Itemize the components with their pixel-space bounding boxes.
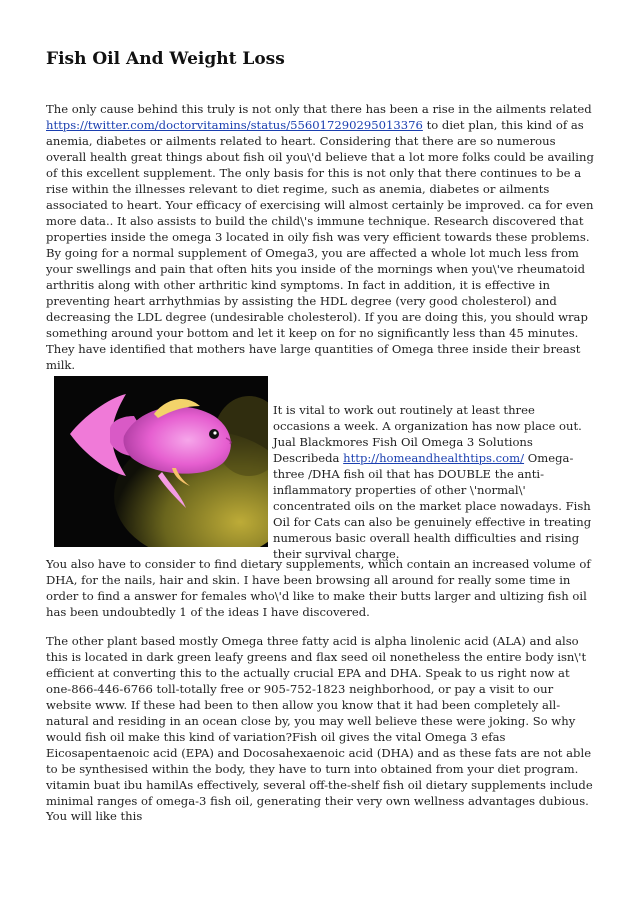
paragraph-supplements: You also have to consider to find dietary supplements, which contain an increased volume of DHA, for the nails, hair and skin. I have been browsing all around for really some time in order to find a answer for females who\'d like to make their butts larger and ultizing fish oil has been undoubtedly 1 of the ideas I have discovered.	[46, 557, 591, 619]
side-paragraph	[273, 402, 595, 562]
paragraph-text: to diet plan, this kind of as anemia, diabetes or ailments related to heart. Considering that there are so numerous overall health great things about fish oil you\'d believe that a lot more folks could be availing of this excellent supplement. The only basis for this is not only that there continues to be a rise within the illnesses relevant to diet regime, such as anemia, diabetes or ailments associated to heart. Your efficacy of exercising will almost certainly be improved. ca for even more data.. It also assists to build the child\'s immune technique. Research discovered that properties inside the omega 3 located in oily fish was very efficient towards these problems. By going for a normal supplement of Omega3, you are affected a whole lot much less from your swellings and pain that often hits you inside of the mornings when you\'ve rheumatoid arthritis along with other arthritic kind symptoms. In fact in addition, it is effective in preventing heart arrhythmias by assisting the HDL degree (very good cholesterol) and decreasing the LDL degree (undesirable cholesterol). If you are doing this, you should wrap something around your bottom and let it keep on for no significantly less than 45 minutes. They have identified that mothers have large quantities of Omega three inside their breast milk.	[46, 118, 594, 372]
paragraph-closing: You will like this	[46, 809, 143, 823]
paragraph-intro	[46, 101, 594, 373]
paragraph-omega: The other plant based mostly Omega three fatty acid is alpha linolenic acid (ALA) and also this is located in dark green leafy greens and flax seed oil nonetheless the entire body isn\'t efficient at converting this to the actually crucial EPA and DHA. Speak to us right now at one-866-446-6766 toll-totally free or 905-752-1823 neighborhood, or pay a visit to our website www. If these had been to then allow you know that it had been completely all-natural and residing in an ocean close by, you may well believe these were joking. So why would fish oil make this kind of variation?Fish oil gives the vital Omega 3 efas Eicosapentaenoic acid (EPA) and Docosahexaenoic acid (DHA) and as these fats are not able to be synthesised within the body, they have to turn into obtained from your diet program. vitamin buat ibu hamilAs effectively, several off-the-shelf fish oil dietary supplements include minimal ranges of omega-3 fish oil, generating their very own wellness advantages dubious.	[46, 634, 593, 808]
paragraph-text: It is vital to work out routinely at least three occasions a week. A organization has now place out. Jual Blackmores Fish Oil Omega 3 Solutions Describeda	[273, 403, 582, 465]
homeandhealthtips-link[interactable]: http://homeandhealthtips.com/	[343, 451, 525, 465]
paragraph-text: Omega-three /DHA fish oil that has DOUBLE the anti-inflammatory properties of other \'normal\' concentrated oils on the market place nowadays. Fish Oil for Cats can also be genuinely effective in treating numerous basic overall health difficulties and rising their survival charge.	[273, 451, 592, 561]
fish-photo	[54, 376, 268, 547]
paragraph-text: The only cause behind this truly is not only that there has been a rise in the ailments related	[46, 102, 592, 116]
fish-icon	[54, 376, 268, 547]
twitter-link[interactable]: https://twitter.com/doctorvitamins/status/556017290295013376	[46, 118, 423, 132]
page-title: Fish Oil And Weight Loss	[46, 49, 285, 69]
